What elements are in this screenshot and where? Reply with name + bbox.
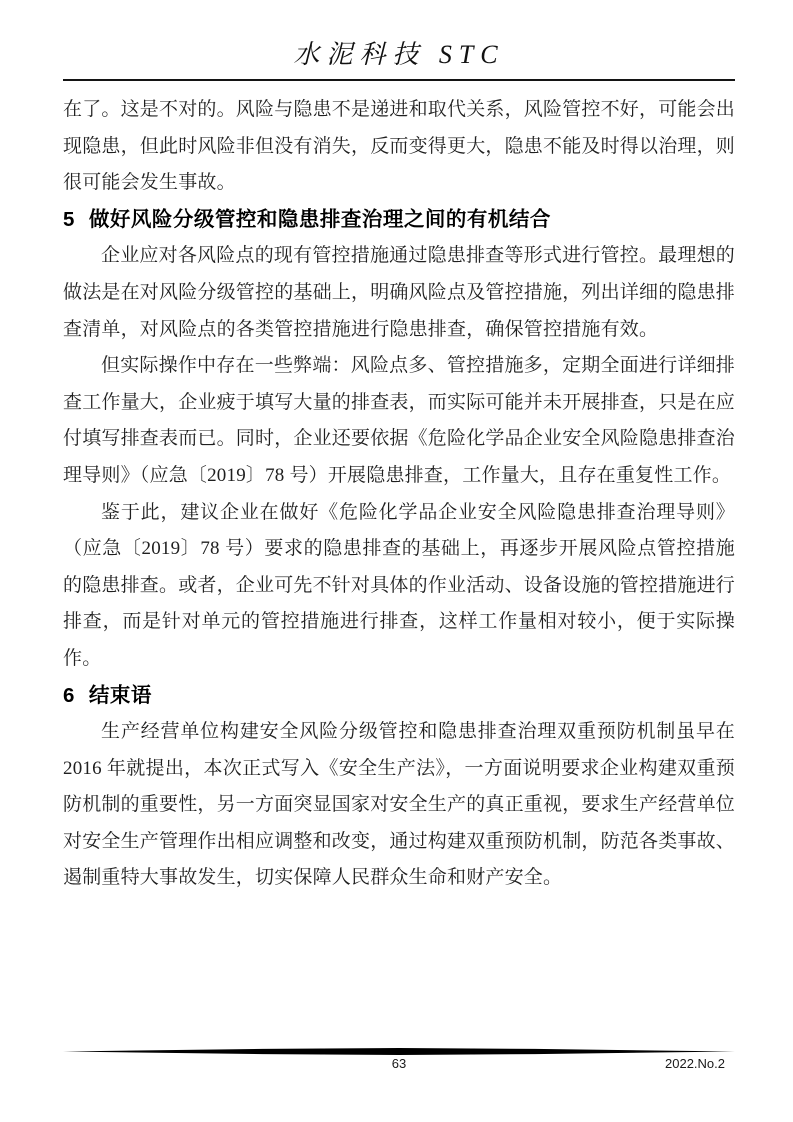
section-6-title: 结束语 [88, 683, 152, 707]
page-header [63, 40, 735, 81]
section-6-heading [63, 678, 735, 715]
continued-paragraph: 在了。这是不对的。风险与隐患不是递进和取代关系，风险管控不好，可能会出现隐患，但此时风险非但没有消失，反而变得更大，隐患不能及时得以治理，则很可能会发生事故。 [63, 99, 736, 194]
page-footer [63, 1048, 735, 1074]
issue-number: 2022.No.2 [665, 1056, 725, 1071]
footer-rule [63, 1048, 735, 1055]
section-5-paragraph-2: 但实际操作中存在一些弊端：风险点多、管控措施多，定期全面进行详细排查工作量大，企业疲于填写大量的排查表，而实际可能并未开展排查，只是在应付填写排查表而已。同时，企业还要依据《危险化学品企业安全风险隐患排查治理导则》（应急〔2019〕78 号）开展隐患排查，工作量大，且存在重复性工作。 [63, 355, 736, 486]
page-body [63, 92, 735, 897]
page-number: 63 [391, 1056, 407, 1071]
section-5-heading [63, 202, 735, 239]
section-5-paragraph-3: 鉴于此，建议企业在做好《危险化学品企业安全风险隐患排查治理导则》（应急〔2019〕78 号）要求的隐患排查的基础上，再逐步开展风险点管控措施的隐患排查。或者，企业可先不针对具体的作业活动、设备设施的管控措施进行排查，而是针对单元的管控措施进行排查，这样工作量相对较小，便于实际操作。 [63, 501, 736, 669]
footer-row [63, 1056, 735, 1074]
section-6-paragraph-1: 生产经营单位构建安全风险分级管控和隐患排查治理双重预防机制虽早在2016 年就提出，本次正式写入《安全生产法》，一方面说明要求企业构建双重预防机制的重要性，另一方面突显国家对安全生产的真正重视，要求生产经营单位对安全生产管理作出相应调整和改变，通过构建双重预防机制，防范各类事故、遏制重特大事故发生，切实保障人民群众生命和财产安全。 [63, 721, 736, 889]
section-5-paragraph-1: 企业应对各风险点的现有管控措施通过隐患排查等形式进行管控。最理想的做法是在对风险分级管控的基础上，明确风险点及管控措施，列出详细的隐患排查清单，对风险点的各类管控措施进行隐患排查，确保管控措施有效。 [63, 245, 736, 340]
journal-title: 水泥科技 STC [293, 40, 505, 69]
section-5-number: 5 [63, 207, 75, 231]
section-6-number: 6 [63, 683, 75, 707]
section-5-title: 做好风险分级管控和隐患排查治理之间的有机结合 [88, 207, 551, 231]
